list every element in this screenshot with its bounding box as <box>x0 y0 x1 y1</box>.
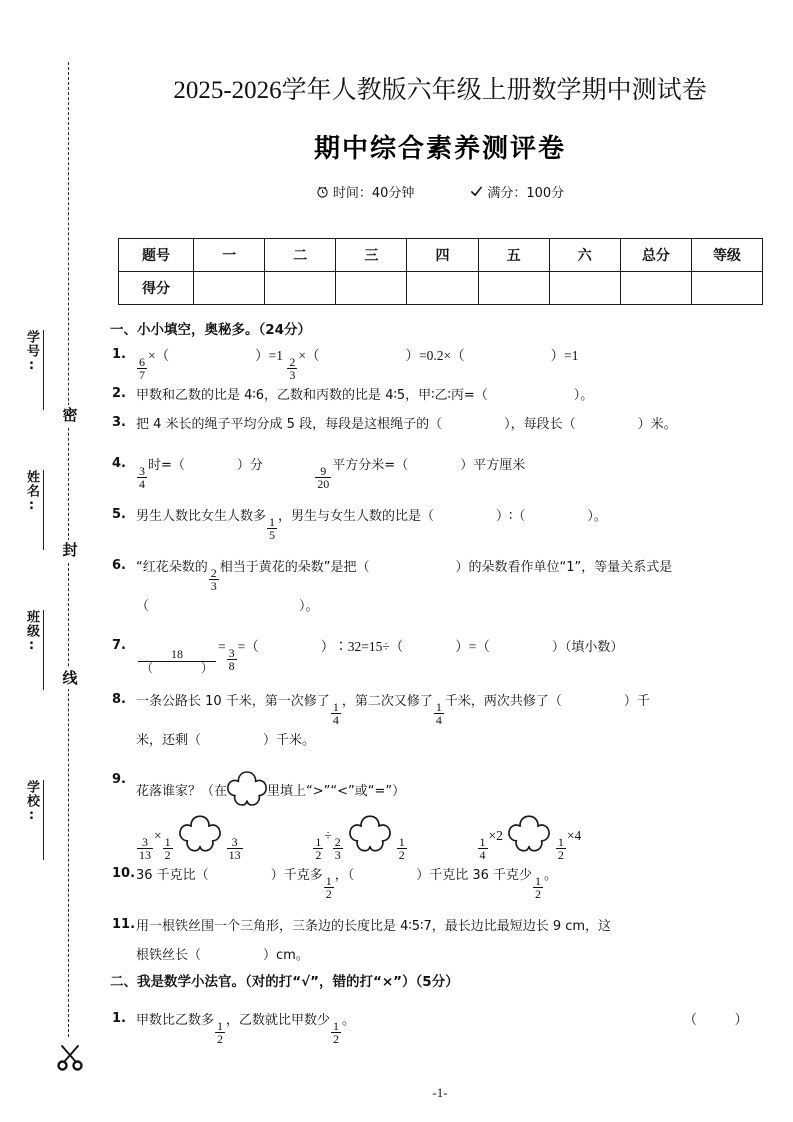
comparison-3-suffix: ×4 <box>566 827 582 843</box>
q9-text-2: 里填上“>”“<”或“=”） <box>267 783 406 799</box>
flower-icon-compare-1[interactable] <box>177 811 223 857</box>
spacer <box>110 755 770 767</box>
score-table-row-label-1: 得分 <box>119 272 194 305</box>
score-table-col-2: 三 <box>336 239 407 272</box>
q10-text-4: ）千克比 36 千克少 <box>416 868 533 884</box>
q4-text-3: 平方分米=（ <box>332 457 409 473</box>
table-row-header <box>119 239 763 272</box>
question-4 <box>110 451 770 490</box>
scissors-icon <box>56 1043 84 1071</box>
tf-question-1-number: 1. <box>112 1010 126 1026</box>
score-cell-1[interactable] <box>265 272 336 305</box>
frac-1-2-d: $\frac{1}{2}$ <box>557 835 564 863</box>
frac-1-2-a: $\frac{1}{2}$ <box>164 835 171 863</box>
exam-time-label: 时间：40分钟 <box>332 186 415 201</box>
score-cell-4[interactable] <box>478 272 549 305</box>
q10-text-2: ）千克多 <box>270 868 323 884</box>
flower-icon <box>225 767 269 811</box>
seal-char-xian: 线 <box>58 668 82 689</box>
field-student-id-rule <box>43 330 44 410</box>
clock-icon <box>316 185 329 198</box>
q8-text-2: ，第二次又修了 <box>341 694 433 710</box>
q5-text-2: ，男生与女生人数的比是（ <box>278 509 435 524</box>
question-6-number: 6. <box>112 558 126 574</box>
spacer <box>110 994 770 1006</box>
field-school-rule <box>43 780 44 860</box>
q3-text-a: 把 4 米长的绳子平均分成 5 段，每段是这根绳子的（ <box>136 417 443 433</box>
field-student-id <box>22 330 68 445</box>
question-body <box>110 320 770 1045</box>
q1-op2: ×（ <box>298 348 320 364</box>
tf1-answer-box[interactable]: （ ） <box>683 1011 760 1027</box>
score-cell-7[interactable] <box>691 272 762 305</box>
tf1-text-3: 。 <box>342 1012 356 1028</box>
flower-icon-compare-3[interactable] <box>506 811 552 857</box>
spacer <box>110 439 770 451</box>
seal-char-mi: 密 <box>58 405 82 426</box>
question-3 <box>110 410 770 439</box>
question-8-cont <box>110 726 770 755</box>
comparison-3-op: × <box>488 827 497 843</box>
seal-margin <box>0 0 110 1122</box>
tf-question-1 <box>110 1006 770 1045</box>
comparison-2-op: ÷ <box>324 827 332 843</box>
question-11-cont <box>110 941 770 970</box>
q6-text-5: ）。 <box>299 599 319 615</box>
q11-text-2: 根铁丝长（ <box>136 948 202 964</box>
frac-1-2-b: $\frac{1}{2}$ <box>315 835 322 863</box>
field-class <box>22 610 68 725</box>
score-table-col-7: 等级 <box>691 239 762 272</box>
frac-1-2-f: $\frac{1}{2}$ <box>535 874 542 902</box>
q1-mid2: ）=0.2×（ <box>405 348 465 364</box>
fraction-1-4-b: $\frac{1}{4}$ <box>435 700 442 728</box>
frac-1-2-g: $\frac{1}{2}$ <box>217 1019 224 1047</box>
q8-text-4-head: ）千 <box>623 694 650 710</box>
question-6 <box>110 553 770 592</box>
q5-text-1: 男生人数比女生人数多 <box>136 509 267 524</box>
spacer <box>110 675 770 687</box>
question-11 <box>110 912 770 941</box>
question-5 <box>110 502 770 541</box>
q7-text-4: ）=（ <box>455 639 490 655</box>
exam-meta <box>110 182 770 201</box>
table-row-scores <box>119 272 763 305</box>
q3-text-b: ），每段长（ <box>504 417 576 433</box>
q1-mid1: ）=1 <box>255 348 287 364</box>
page-subtitle: 期中综合素养测评卷 <box>313 134 566 164</box>
page-number: -1- <box>432 1085 448 1100</box>
question-10-number: 10. <box>112 866 136 882</box>
score-cell-0[interactable] <box>194 272 265 305</box>
score-table-col-1: 二 <box>265 239 336 272</box>
q7-text-5: ）（填小数） <box>551 640 624 656</box>
q10-text-1: 36 千克比（ <box>136 868 209 884</box>
score-table <box>118 238 763 305</box>
field-name <box>22 470 68 585</box>
q1-op1: ×（ <box>148 348 170 364</box>
q8-text-1: 一条公路长 10 千米，第一次修了 <box>136 694 330 710</box>
q1-end: ）=1 <box>550 348 579 364</box>
field-school <box>22 780 68 895</box>
comparison-3 <box>477 827 582 863</box>
question-8 <box>110 687 770 726</box>
q7-text-2: =（ <box>237 639 259 655</box>
spacer <box>110 490 770 502</box>
frac-1-2-e: $\frac{1}{2}$ <box>325 874 332 902</box>
frac-1-2-h: $\frac{1}{2}$ <box>333 1019 340 1047</box>
question-1-number: 1. <box>112 347 126 363</box>
q7-eq-1: = <box>218 639 226 655</box>
score-cell-2[interactable] <box>336 272 407 305</box>
q6-text-4: （ <box>136 599 150 615</box>
frac-3-13-b: $\frac{3}{13}$ <box>228 835 241 863</box>
score-table-col-0: 一 <box>194 239 265 272</box>
section-heading-1: 一、小小填空，奥秘多。（24分） <box>110 322 312 338</box>
score-cell-6[interactable] <box>620 272 691 305</box>
score-table-col-4: 五 <box>478 239 549 272</box>
field-class-label: 班级: <box>24 610 39 654</box>
question-2 <box>110 381 770 410</box>
spacer <box>110 541 770 553</box>
q6-text-2: 相当于黄花的朵数”是把（ <box>219 560 370 576</box>
q10-text-5: 。 <box>544 868 558 884</box>
question-4-number: 4. <box>112 455 126 471</box>
q3-text-c: ）米。 <box>637 417 677 433</box>
q4-text-4: ）平方厘米 <box>460 457 526 473</box>
question-8-number: 8. <box>112 692 126 708</box>
exam-full-score <box>470 182 564 201</box>
comparison-3-operand: 2 <box>496 827 503 843</box>
frac-1-4-c: $\frac{1}{4}$ <box>479 835 486 863</box>
content-column <box>110 0 770 1122</box>
q6-text-1: “红花朵数的 <box>136 560 208 576</box>
field-student-id-label: 学号: <box>24 330 39 374</box>
q4-text-1: 时=（ <box>148 457 185 473</box>
field-name-label: 姓名: <box>24 470 39 514</box>
exam-full-score-label: 满分：100分 <box>487 186 565 201</box>
flower-icon-compare-2[interactable] <box>347 811 393 857</box>
score-cell-3[interactable] <box>407 272 478 305</box>
fraction-3-4: $\frac{3}{4}$ <box>139 464 145 491</box>
exam-time <box>316 182 415 201</box>
frac-3-13-a: $\frac{3}{13}$ <box>139 835 151 863</box>
question-6-cont <box>110 592 770 621</box>
q8-text-4: 米，还剩（ <box>136 733 202 749</box>
q8-text-3: 千米，两次共修了（ <box>444 694 562 710</box>
comparison-2 <box>312 827 411 863</box>
section-heading-2: 二、我是数学小法官。（对的打“√”，错的打“×”）（5分） <box>110 973 459 990</box>
q5-text-4: ）。 <box>587 509 607 524</box>
score-table-row-label-0: 题号 <box>119 239 194 272</box>
question-10 <box>110 861 770 900</box>
spacer <box>110 900 770 912</box>
question-11-number: 11. <box>112 917 136 933</box>
score-cell-5[interactable] <box>549 272 620 305</box>
question-5-number: 5. <box>112 507 126 522</box>
frac-1-2-c: $\frac{1}{2}$ <box>398 835 405 863</box>
tf1-text-2: ，乙数就比甲数少 <box>226 1012 331 1028</box>
check-icon <box>470 185 483 198</box>
q7-text-3: ）∶32=15÷（ <box>320 639 404 655</box>
score-table-col-5: 六 <box>549 239 620 272</box>
question-7-number: 7. <box>112 638 126 654</box>
fraction-6-7: $\frac{6}{7}$ <box>139 355 145 383</box>
field-class-rule <box>43 610 44 690</box>
question-1 <box>110 342 770 381</box>
q10-text-3: ，（ <box>334 868 355 884</box>
q5-text-3: ）∶（ <box>496 509 526 524</box>
field-school-label: 学校: <box>24 780 39 824</box>
question-9 <box>110 767 770 811</box>
fraction-1-5: $\frac{1}{5}$ <box>269 515 276 543</box>
field-name-rule <box>43 470 44 550</box>
q11-text-3: ）cm。 <box>263 948 309 964</box>
fraction-3-8: $\frac{3}{8}$ <box>228 646 235 674</box>
question-3-number: 3. <box>112 415 126 431</box>
score-table-col-3: 四 <box>407 239 478 272</box>
question-9-number: 9. <box>112 771 126 787</box>
q9-text-1: 花落谁家？（在 <box>136 783 228 799</box>
fraction-1-4-a: $\frac{1}{4}$ <box>332 700 339 728</box>
frac-2-3-c: $\frac{2}{3}$ <box>334 835 341 863</box>
q4-text-2: ）分 <box>236 457 263 473</box>
page-title: 2025-2026学年人教版六年级上册数学期中测试卷 <box>173 77 707 104</box>
score-table-col-6: 总分 <box>620 239 691 272</box>
comparison-1-op: × <box>154 827 162 843</box>
fraction-18-over-blank: $\frac{18}{( )}$ <box>138 648 216 675</box>
q2-text-a: 甲数和乙数的比是 4∶6，乙数和丙数的比是 4∶5，甲∶乙∶丙=（ <box>136 388 488 404</box>
fraction-2-3-b: $\frac{2}{3}$ <box>210 566 217 594</box>
fraction-2-3: $\frac{2}{3}$ <box>289 355 296 383</box>
q11-text-1: 用一根铁丝围一个三角形，三条边的长度比是 4∶5∶7，最长边比最短边长 9 cm，这 <box>136 919 612 935</box>
question-9-comparisons <box>110 811 770 861</box>
fraction-9-20: $\frac{9}{20}$ <box>317 464 330 491</box>
q6-text-3: ）的朵数看作单位“1”，等量关系式是 <box>455 560 673 576</box>
seal-char-feng: 封 <box>58 540 82 561</box>
question-7 <box>110 633 770 675</box>
comparison-1 <box>136 827 247 863</box>
q2-text-b: ）。 <box>573 388 594 404</box>
tf1-text-1: 甲数比乙数多 <box>136 1012 215 1028</box>
q8-text-5: ）千米。 <box>263 733 316 749</box>
spacer <box>110 621 770 633</box>
question-2-number: 2. <box>112 386 126 402</box>
